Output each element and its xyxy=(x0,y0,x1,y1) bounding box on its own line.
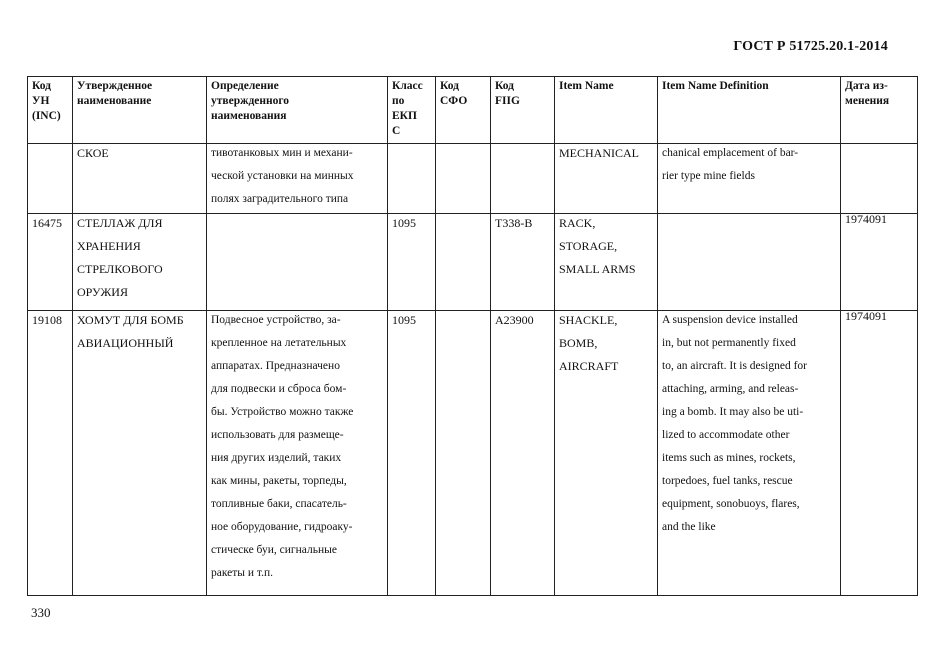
cell-fiig: A23900 xyxy=(495,313,534,327)
cell-item-name: SHACKLE, BOMB, AIRCRAFT xyxy=(559,313,619,373)
cell-inc: 19108 xyxy=(32,313,62,327)
header-class: Класс по ЕКП С xyxy=(388,77,436,144)
header-item-name: Item Name xyxy=(555,77,658,144)
cell-approved-name: ХОМУТ ДЛЯ БОМБ АВИАЦИОННЫЙ xyxy=(77,313,184,350)
header-fiig: Код FIIG xyxy=(491,77,555,144)
table-row xyxy=(28,311,918,596)
table-row xyxy=(28,144,918,214)
header-approved-name: Утвержденное наименование xyxy=(73,77,207,144)
header-inc: Код УН (INC) xyxy=(28,77,73,144)
cell-change-date: 1974091 xyxy=(845,309,887,323)
cell-inc: 16475 xyxy=(32,216,62,230)
header-item-definition: Item Name Definition xyxy=(658,77,841,144)
header-sfo: Код СФО xyxy=(436,77,491,144)
header-change-date: Дата из- менения xyxy=(841,77,918,144)
header-definition: Определение утвержденного наименования xyxy=(207,77,388,144)
cell-definition: тивотанковых мин и механи- ческой установки на минных полях заградительного типа xyxy=(211,147,354,205)
catalog-table xyxy=(27,76,918,596)
cell-fiig: T338-B xyxy=(495,216,533,230)
table-header-row xyxy=(28,77,918,144)
cell-item-name: RACK, STORAGE, SMALL ARMS xyxy=(559,216,636,276)
cell-item-definition: chanical emplacement of bar- rier type mine fields xyxy=(662,147,799,182)
cell-definition: Подвесное устройство, за- крепленное на летательных аппаратах. Предназначено для подвески и сброса бом- бы. Устройство можно также использовать для размеще- ния других изделий, таких как мины, ракеты, торпеды, топливные баки, спасатель- ное оборудование, гидроаку- стичеcке буи, сигнальные ракеты и т.п. xyxy=(211,314,354,579)
cell-approved-name: СТЕЛЛАЖ ДЛЯ ХРАНЕНИЯ СТРЕЛКОВОГО ОРУЖИЯ xyxy=(77,216,163,299)
document-title: ГОСТ Р 51725.20.1-2014 xyxy=(733,39,888,54)
table-row xyxy=(28,214,918,311)
cell-item-name: MECHANICAL xyxy=(559,146,639,160)
cell-class: 1095 xyxy=(392,313,416,327)
cell-change-date: 1974091 xyxy=(845,212,887,226)
cell-class: 1095 xyxy=(392,216,416,230)
cell-item-definition: A suspension device installed in, but not permanently fixed to, an aircraft. It is designed for attaching, arming, and releas- ing a bomb. It may also be uti- lized to accommodate other items such as mines, rockets, torpedoes, fuel tanks, rescue equipment, sonobuoys, flares, and the like xyxy=(662,314,807,533)
page-number: 330 xyxy=(31,605,51,620)
cell-approved-name: СКОЕ xyxy=(77,146,109,160)
